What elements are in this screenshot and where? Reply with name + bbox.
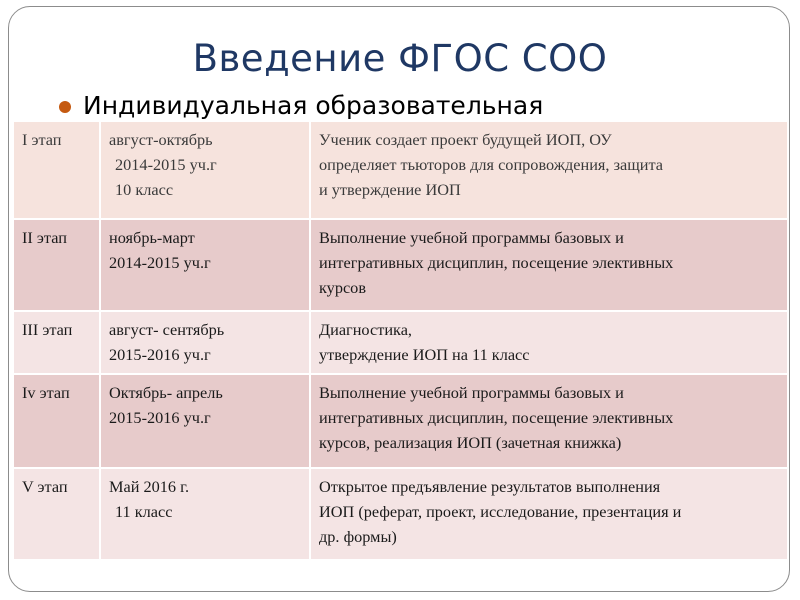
slide-subtitle: Индивидуальная образовательная [83,91,544,120]
period-line: 2015-2016 уч.г [109,345,211,364]
description-line: Открытое предъявление результатов выполнения [319,477,661,496]
slide-title: Введение ФГОС СОО [192,37,608,80]
period-line: Май 2016 г. [109,477,190,496]
stage-cell [14,219,100,311]
period-line: август- сентябрь [109,320,225,339]
description-line: интегративных дисциплин, посещение элективных [319,253,674,272]
description-line: курсов, реализация ИОП (зачетная книжка) [319,433,622,452]
period-cell [100,122,310,219]
description-line: Диагностика, [319,320,412,339]
period-line: Октябрь- апрель [109,383,223,402]
description-cell [310,468,787,560]
description-cell [310,374,787,468]
period-cell [100,219,310,311]
stage-label: Iv этап [22,383,70,402]
period-line: 10 класс [115,180,174,199]
stage-label: III этап [22,320,73,339]
description-cell [310,122,787,219]
description-line: интегративных дисциплин, посещение элективных [319,408,674,427]
description-line: утверждение ИОП на 11 класс [319,345,530,364]
period-line: 2015-2016 уч.г [109,408,211,427]
stage-cell [14,122,100,219]
description-line: Выполнение учебной программы базовых и [319,383,624,402]
period-line: август-октябрь [109,130,213,149]
stage-label: V этап [22,477,68,496]
table-row [14,468,787,560]
description-line: др. формы) [319,527,397,546]
description-line: Выполнение учебной программы базовых и [319,228,624,247]
description-line: курсов [319,278,367,297]
period-cell [100,374,310,468]
description-line: определяет тьюторов для сопровождения, защита [319,155,664,174]
description-line: Ученик создает проект будущей ИОП, ОУ [319,130,612,149]
period-line: ноябрь-март [109,228,195,247]
description-line: и утверждение ИОП [319,180,461,199]
stages-table [14,122,787,561]
description-cell [310,311,787,374]
stage-label: I этап [22,130,62,149]
period-cell [100,468,310,560]
table-row [14,122,787,219]
description-line: ИОП (реферат, проект, исследование, презентация и [319,502,682,521]
table-row [14,219,787,311]
period-line: 2014-2015 уч.г [115,155,217,174]
period-cell [100,311,310,374]
stage-cell [14,468,100,560]
bullet-icon [59,101,71,113]
stage-cell [14,311,100,374]
description-cell [310,219,787,311]
period-line: 11 класс [115,502,173,521]
stage-label: II этап [22,228,67,247]
table-row [14,374,787,468]
stage-cell [14,374,100,468]
table-row [14,311,787,374]
period-line: 2014-2015 уч.г [109,253,211,272]
